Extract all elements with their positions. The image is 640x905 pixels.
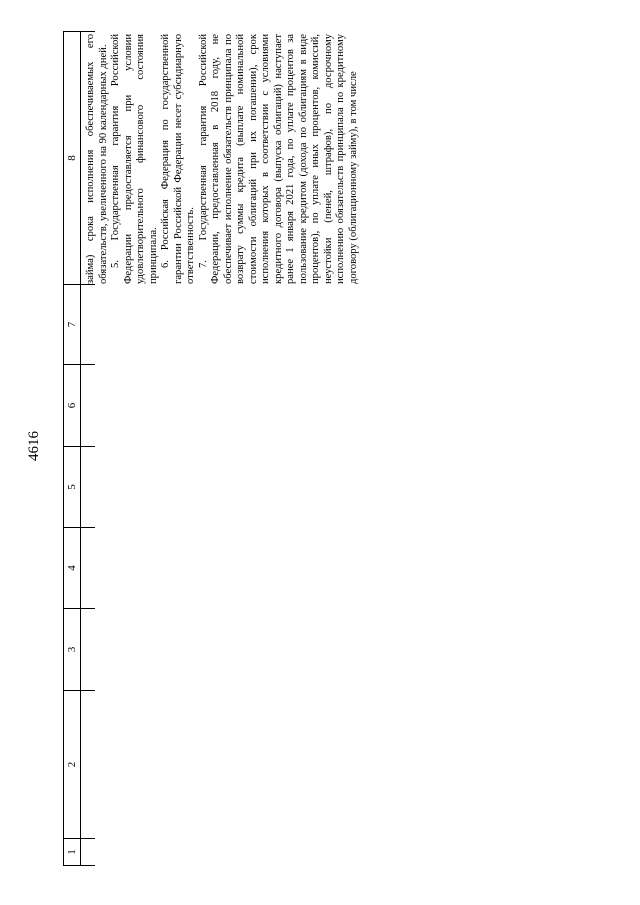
column-header-2: 2 [64, 690, 80, 838]
column-header-7: 7 [64, 284, 80, 364]
column-8-text [85, 34, 360, 284]
column-divider [81, 364, 95, 365]
column-divider [81, 284, 95, 285]
column-header-4: 4 [64, 527, 80, 608]
paragraph: 6. Российская Федерация по государственной гарантии Российской Федерации несет субсидиарную ответственность. [160, 34, 196, 284]
table-header-row [63, 31, 81, 866]
paragraph: займа) срока исполнения обеспечиваемых его обязательств, увеличенного на 90 календарных дней. [85, 34, 109, 284]
paragraph: 7. Государственная гарантия Российской Федерации, предоставленная в 2018 году, не обеспечивает исполнение обязательств принципала по возврату суммы кредита (выплате номинальной стоимости облигаций при их погашении), срок исполнения которых в соответствии с условиями кредитного договора (выпуска облигаций) наступает ранее 1 января 2021 года, по уплате процентов за пользование кредитом (дохода по облигациям в виде процентов), по уплате иных процентов, комиссий, неустойки (пеней, штрафов), по досрочному исполнению обязательств принципала по кредитному договору (облигационному займу), в том числе [197, 34, 359, 284]
document-table [63, 31, 583, 866]
column-divider [81, 446, 95, 447]
column-divider [81, 608, 95, 609]
column-header-5: 5 [64, 446, 80, 527]
column-header-3: 3 [64, 608, 80, 690]
column-divider [81, 865, 95, 866]
column-divider [81, 31, 95, 32]
column-divider [81, 838, 95, 839]
column-divider [81, 690, 95, 691]
paragraph: 5. Государственная гарантия Российской Федерации предоставляется при условии удовлетворительного финансового состояния принципала. [110, 34, 159, 284]
column-divider [81, 527, 95, 528]
page-number: 4616 [26, 431, 42, 461]
column-header-8: 8 [66, 155, 78, 161]
column-header-6: 6 [64, 364, 80, 446]
column-header-1: 1 [64, 838, 80, 865]
